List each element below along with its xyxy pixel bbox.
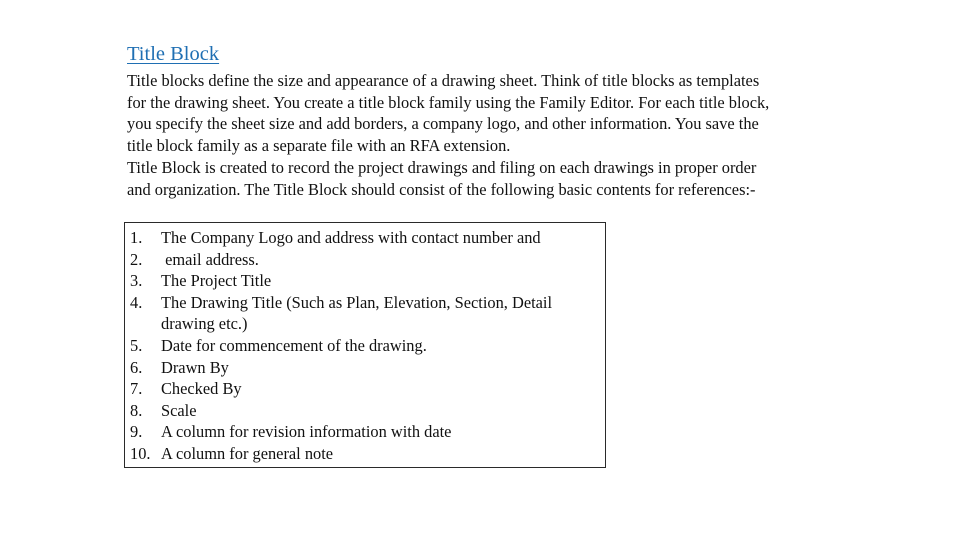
paragraph-line: and organization. The Title Block should consist of the following basic contents for references:- [127,179,756,199]
contents-list-box [124,222,606,468]
page-title: Title Block [127,43,220,65]
list-text: Scale [161,400,197,420]
list-number: 6. [130,357,143,377]
list-text: The Company Logo and address with contact number and [161,228,541,247]
list-number: 7. [130,379,143,399]
list-text: drawing etc.) [161,314,248,334]
list-number: 2. [130,249,143,269]
list-text: Drawn By [161,357,229,377]
list-text: Date for commencement of the drawing. [161,335,427,355]
list-text: A column for revision information with date [161,422,452,442]
list-text: The Drawing Title (Such as Plan, Elevation, Section, Detail [161,292,553,312]
list-text: The Project Title [161,271,272,291]
paragraph-line: title block family as a separate file with an RFA extension. [127,135,511,155]
list-number: 9. [130,422,143,442]
list-text: Checked By [161,379,242,399]
paragraph-line: you specify the sheet size and add borders, a company logo, and other information. You save the [127,114,759,134]
intro-paragraph [127,70,857,156]
paragraph-line: for the drawing sheet. You create a title block family using the Family Editor. For each title block, [127,92,770,112]
list-number: 3. [130,271,143,291]
list-number: 1. [130,228,143,247]
list-number: 10. [130,443,151,463]
paragraph-line: Title Block is created to record the project drawings and filing on each drawings in proper order [127,158,757,177]
list-text: email address. [161,249,259,269]
paragraph-line: Title blocks define the size and appearance of a drawing sheet. Think of title blocks as templates [127,71,760,90]
list-number: 5. [130,335,143,355]
list-number: 8. [130,400,143,420]
list-text: A column for general note [161,443,334,463]
list-number: 4. [130,292,143,312]
contents-paragraph [127,157,857,200]
